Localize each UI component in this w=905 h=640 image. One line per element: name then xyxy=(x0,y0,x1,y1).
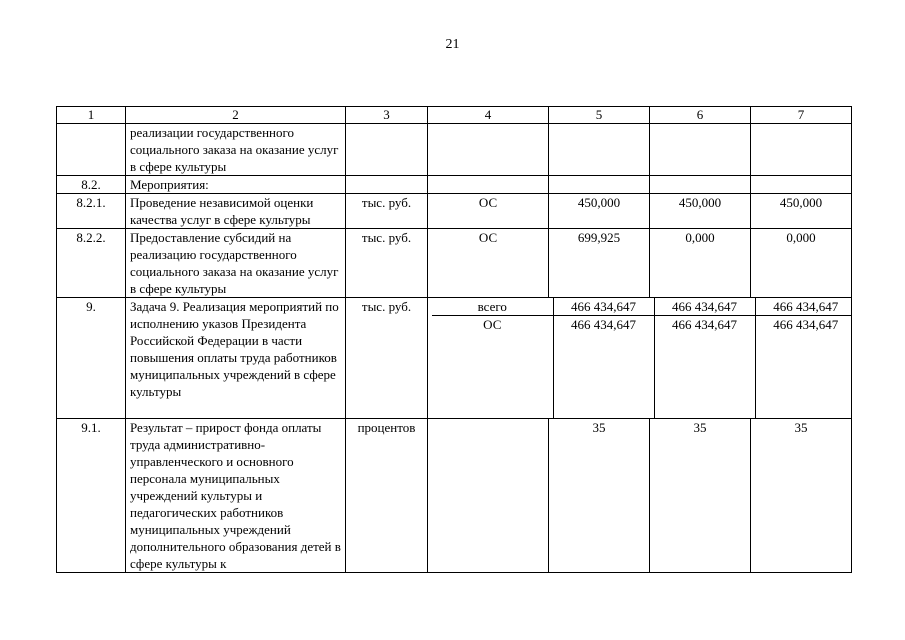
row-value-6 xyxy=(650,124,751,176)
row-source xyxy=(428,124,549,176)
row-value-5 xyxy=(549,176,650,194)
funding-subtable xyxy=(432,298,852,418)
row-number: 8.2. xyxy=(57,176,126,194)
row-value-5: 450,000 xyxy=(549,194,650,229)
header-cell: 3 xyxy=(346,107,428,124)
row-source: ОС xyxy=(428,194,549,229)
row-name: Проведение независимой оценки качества услуг в сфере культуры xyxy=(126,194,346,229)
row-value-5: 466 434,647 xyxy=(553,298,654,316)
row-source: ОС xyxy=(432,316,553,334)
row-unit: процентов xyxy=(346,419,428,573)
row-number: 9. xyxy=(57,298,126,419)
row-name: Мероприятия: xyxy=(126,176,346,194)
table-row xyxy=(57,298,852,419)
header-cell: 7 xyxy=(751,107,852,124)
row-number: 8.2.1. xyxy=(57,194,126,229)
row-number: 8.2.2. xyxy=(57,229,126,298)
row-value-6: 450,000 xyxy=(650,194,751,229)
row-value-6 xyxy=(650,176,751,194)
funding-subrow-filler xyxy=(432,333,852,418)
row-value-5 xyxy=(549,124,650,176)
row-value-5: 699,925 xyxy=(549,229,650,298)
row-value-5: 35 xyxy=(549,419,650,573)
table-row xyxy=(57,176,852,194)
row-value-7: 0,000 xyxy=(751,229,852,298)
row-source: ОС xyxy=(428,229,549,298)
row-number xyxy=(57,124,126,176)
header-cell: 4 xyxy=(428,107,549,124)
row-value-7: 35 xyxy=(751,419,852,573)
funding-subtable-cell xyxy=(428,298,852,419)
row-value-7: 466 434,647 xyxy=(755,298,852,316)
header-cell: 6 xyxy=(650,107,751,124)
row-name: Предоставление субсидий на реализацию государственного социального заказа на оказание услуг в сфере культуры xyxy=(126,229,346,298)
header-cell: 1 xyxy=(57,107,126,124)
row-value-7 xyxy=(751,176,852,194)
row-name: Результат – прирост фонда оплаты труда административно-управленческого и основного персонала муниципальных учреждений культуры и педагогических работников муниципальных учреждений дополнительного образования детей в сфере культуры к xyxy=(126,419,346,573)
row-name: Задача 9. Реализация мероприятий по исполнению указов Президента Российской Федерации в части повышения оплаты труда работников муниципальных учреждений в сфере культуры xyxy=(126,298,346,419)
header-row xyxy=(57,107,852,124)
header-cell: 5 xyxy=(549,107,650,124)
row-value-6: 466 434,647 xyxy=(654,316,755,334)
row-value-5: 466 434,647 xyxy=(553,316,654,334)
table-row xyxy=(57,229,852,298)
header-cell: 2 xyxy=(126,107,346,124)
funding-subrow xyxy=(432,298,852,316)
row-source xyxy=(428,419,549,573)
table-row xyxy=(57,194,852,229)
row-value-7: 450,000 xyxy=(751,194,852,229)
row-value-6: 466 434,647 xyxy=(654,298,755,316)
row-value-6: 35 xyxy=(650,419,751,573)
table-row xyxy=(57,124,852,176)
row-unit: тыс. руб. xyxy=(346,298,428,419)
program-table xyxy=(56,106,852,573)
row-unit xyxy=(346,176,428,194)
row-unit xyxy=(346,124,428,176)
row-name: реализации государственного социального заказа на оказание услуг в сфере культуры xyxy=(126,124,346,176)
page-number: 21 xyxy=(445,37,460,52)
funding-subrow xyxy=(432,316,852,334)
row-value-7: 466 434,647 xyxy=(755,316,852,334)
row-value-6: 0,000 xyxy=(650,229,751,298)
row-value-7 xyxy=(751,124,852,176)
row-unit: тыс. руб. xyxy=(346,194,428,229)
row-source: всего xyxy=(477,299,507,314)
row-number: 9.1. xyxy=(57,419,126,573)
table-row xyxy=(57,419,852,573)
row-source xyxy=(428,176,549,194)
row-unit: тыс. руб. xyxy=(346,229,428,298)
